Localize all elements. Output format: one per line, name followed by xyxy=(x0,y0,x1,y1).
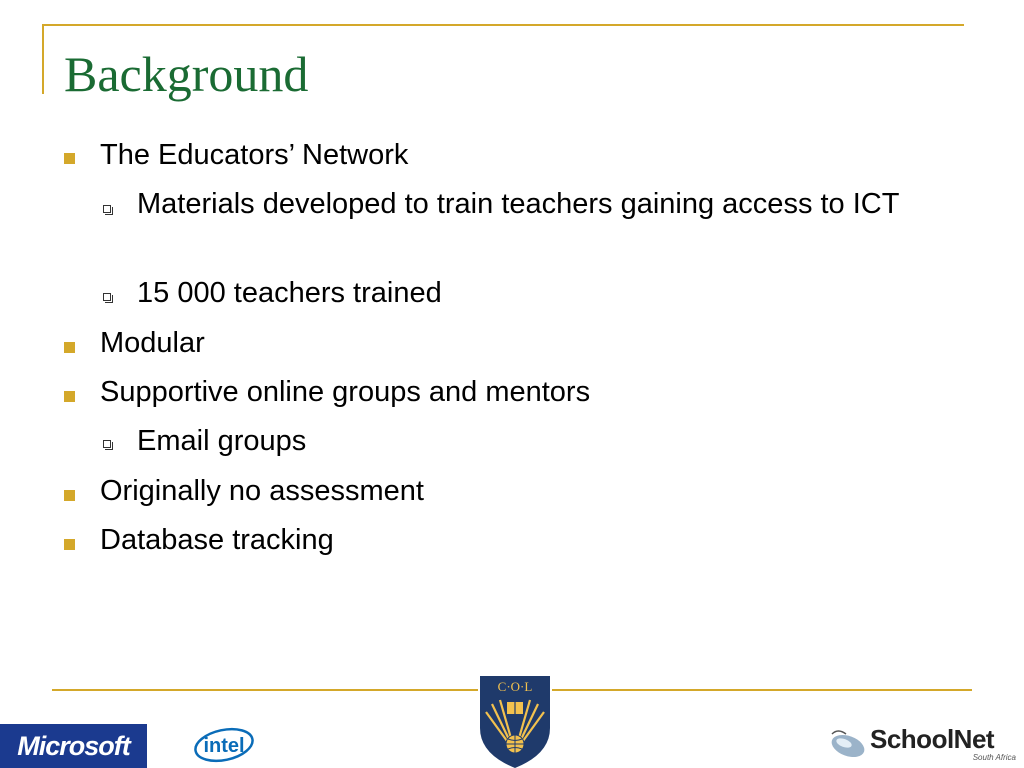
bullet-item: Database tracking xyxy=(100,524,334,556)
schoolnet-logo xyxy=(828,720,1024,768)
schoolnet-logo-text: SchoolNet xyxy=(870,724,995,754)
bullet-square-icon xyxy=(64,490,75,501)
footer-line-left xyxy=(52,689,478,691)
col-crest-logo xyxy=(478,676,552,768)
sub-bullet-square-icon xyxy=(103,440,111,448)
schoolnet-logo-subtext: South Africa xyxy=(972,753,1016,762)
intel-logo xyxy=(192,724,256,764)
title-frame-left xyxy=(42,24,44,94)
col-logo-text: C·O·L xyxy=(497,679,533,694)
bullet-square-icon xyxy=(64,153,75,164)
sub-bullet-square-icon xyxy=(103,205,111,213)
microsoft-logo: Microsoft xyxy=(0,724,147,768)
slide-title: Background xyxy=(64,46,309,102)
footer-line-right xyxy=(552,689,972,691)
bullet-square-icon xyxy=(64,391,75,402)
title-frame-top xyxy=(42,24,964,26)
sub-bullet-square-icon xyxy=(103,293,111,301)
sub-bullet-item: Materials developed to train teachers gaining access to ICT xyxy=(137,188,900,220)
bullet-square-icon xyxy=(64,342,75,353)
bullet-item: Supportive online groups and mentors xyxy=(100,376,591,408)
bullet-item: The Educators’ Network xyxy=(100,139,409,171)
intel-logo-text: intel xyxy=(203,735,245,757)
sub-bullet-item: Email groups xyxy=(137,425,307,457)
bullet-item: Originally no assessment xyxy=(100,475,424,507)
bullet-square-icon xyxy=(64,539,75,550)
schoolnet-mouse-icon xyxy=(828,726,870,760)
bullet-item: Modular xyxy=(100,327,205,359)
sub-bullet-item: 15 000 teachers trained xyxy=(137,277,442,309)
